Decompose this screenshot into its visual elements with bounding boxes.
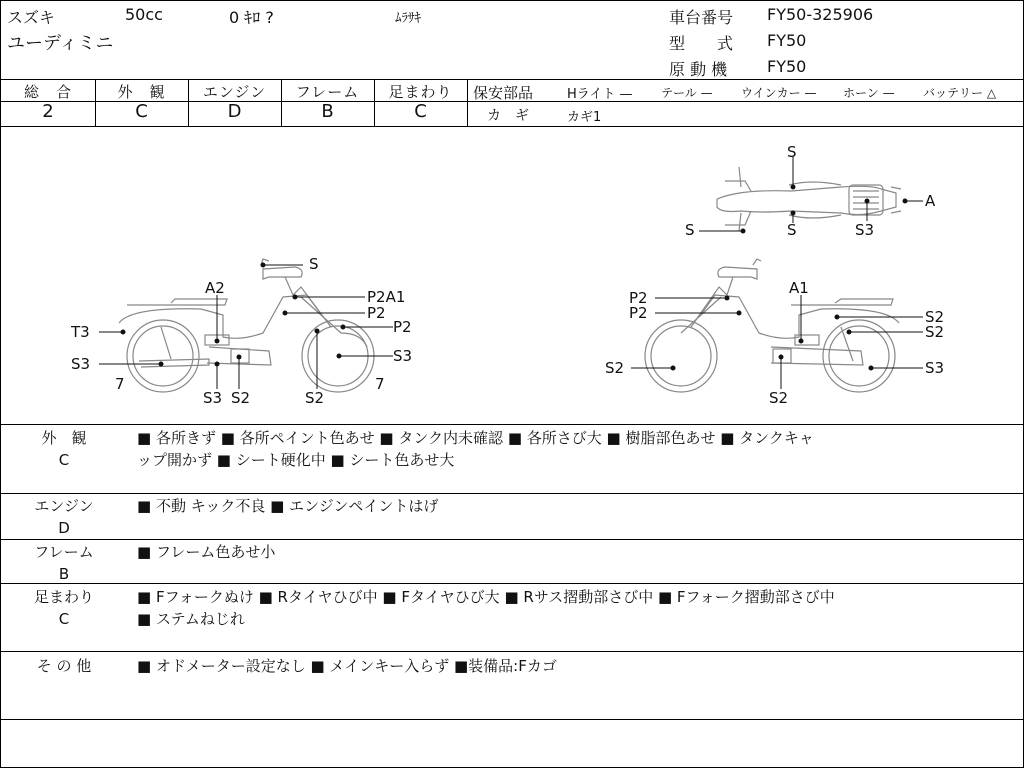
diagram-label: S3 — [71, 355, 91, 373]
motorcycle-diagram-svg — [1, 127, 1023, 424]
grade-value: B — [321, 101, 334, 122]
grade-value: C — [135, 101, 148, 122]
frame-no: FY50-325906 — [767, 5, 874, 24]
right-side-motorcycle — [645, 259, 899, 392]
maker: スズキ — [7, 8, 56, 27]
divider — [467, 79, 468, 126]
section-suspension — [1, 586, 1023, 652]
grade-engine — [188, 79, 281, 126]
diagram-label: T3 — [71, 323, 90, 341]
section-title: 足まわり C — [33, 588, 94, 628]
body-color: ﾑﾗｻｷ — [395, 11, 421, 26]
diagram-label: S2 — [769, 389, 789, 407]
section-exterior — [1, 427, 1023, 493]
diagram-label: S3 — [855, 221, 875, 239]
section-divider — [1, 719, 1023, 720]
diagram-label: S2 — [231, 389, 251, 407]
grade-suspension — [374, 79, 467, 126]
grade-exterior — [95, 79, 188, 126]
diagram-label: A — [925, 192, 936, 210]
grade-label: エンジン — [202, 83, 267, 101]
diagram-label: A1 — [789, 279, 809, 297]
safety-item-headlight: Hライト — — [567, 87, 633, 102]
safety-item-horn: ホーン — — [843, 86, 895, 100]
type-value: FY50 — [767, 31, 807, 50]
diagram-label: S3 — [393, 347, 413, 365]
section-engine — [1, 495, 1023, 539]
safety-mid-line — [467, 101, 1023, 102]
diagram-label: P2A1 — [367, 288, 406, 306]
section-title: フレーム B — [34, 543, 94, 583]
section-other — [1, 655, 1023, 715]
section-notes: ■ フレーム色あせ小 — [137, 543, 276, 561]
mileage: 0 ｷﾛ ? — [229, 8, 274, 27]
diagram-label: P2 — [629, 289, 648, 307]
grade-value: 2 — [42, 101, 54, 122]
diagram-label: S — [309, 255, 319, 273]
section-divider — [1, 583, 1023, 584]
section-title: エンジン D — [34, 497, 94, 537]
frame-no-label: 車台番号 — [669, 8, 734, 27]
diagram-label: 7 — [115, 375, 125, 393]
left-side-motorcycle — [119, 259, 374, 392]
safety-item-battery: バッテリー △ — [923, 86, 997, 100]
safety-item-tail: テール — — [661, 86, 713, 100]
section-title: 外 観 C — [41, 429, 87, 469]
diagram-label: 7 — [375, 375, 385, 393]
diagram-label: P2 — [629, 304, 648, 322]
section-notes: ■ Fフォークぬけ ■ Rタイヤひび中 ■ Fタイヤひび大 ■ Rサス摺動部さび中 ■ Fフォーク摺動部さび中 ■ ステムねじれ — [137, 588, 835, 628]
header — [1, 1, 1023, 80]
section-notes: ■ オドメーター設定なし ■ メインキー入らず ■装備品:Fカゴ — [137, 657, 557, 675]
diagram-bottom-line — [1, 424, 1023, 425]
displacement: 50cc — [125, 5, 163, 24]
grade-label: フレーム — [295, 83, 360, 101]
engine-value: FY50 — [767, 57, 807, 76]
diagram-label: S — [685, 221, 695, 239]
grade-frame — [281, 79, 374, 126]
diagram-label: A2 — [205, 279, 225, 297]
section-divider — [1, 493, 1023, 494]
key-value: カギ1 — [567, 110, 602, 125]
section-notes: ■ 不動 キック不良 ■ エンジンペイントはげ — [137, 497, 439, 515]
section-notes: ■ 各所きず ■ 各所ペイント色あせ ■ タンク内未確認 ■ 各所さび大 ■ 樹脂部色あせ ■ タンクキャ ップ開かず ■ シート硬化中 ■ シート色あせ大 — [137, 429, 814, 469]
grade-label: 総 合 — [23, 83, 72, 101]
safety-label: 保安部品 — [473, 84, 534, 102]
type-label: 型 式 — [669, 34, 734, 53]
diagram-label: S2 — [925, 323, 945, 341]
diagram-label: P2 — [393, 318, 412, 336]
diagram-label: P2 — [367, 304, 386, 322]
diagram-label: S2 — [605, 359, 625, 377]
diagram-label: S2 — [925, 308, 945, 326]
grade-label: 外 観 — [117, 83, 166, 101]
grade-value: C — [414, 101, 427, 122]
diagram-label: S3 — [925, 359, 945, 377]
diagram-label: S2 — [305, 389, 325, 407]
section-title: そ の 他 — [36, 657, 92, 675]
key-label: カ ギ — [487, 108, 529, 124]
diagram-label: S — [787, 143, 797, 161]
engine-label: 原 動 機 — [669, 60, 728, 79]
safety-item-winker: ウインカー — — [741, 86, 817, 100]
section-divider — [1, 539, 1023, 540]
diagram-label: S — [787, 221, 797, 239]
section-divider — [1, 651, 1023, 652]
grade-overall — [1, 79, 95, 126]
model-name: ユーディミニ — [7, 33, 114, 54]
section-frame — [1, 541, 1023, 583]
damage-diagram — [1, 127, 1023, 424]
grade-value: D — [227, 101, 242, 122]
diagram-label: S3 — [203, 389, 223, 407]
grade-label: 足まわり — [388, 83, 453, 101]
